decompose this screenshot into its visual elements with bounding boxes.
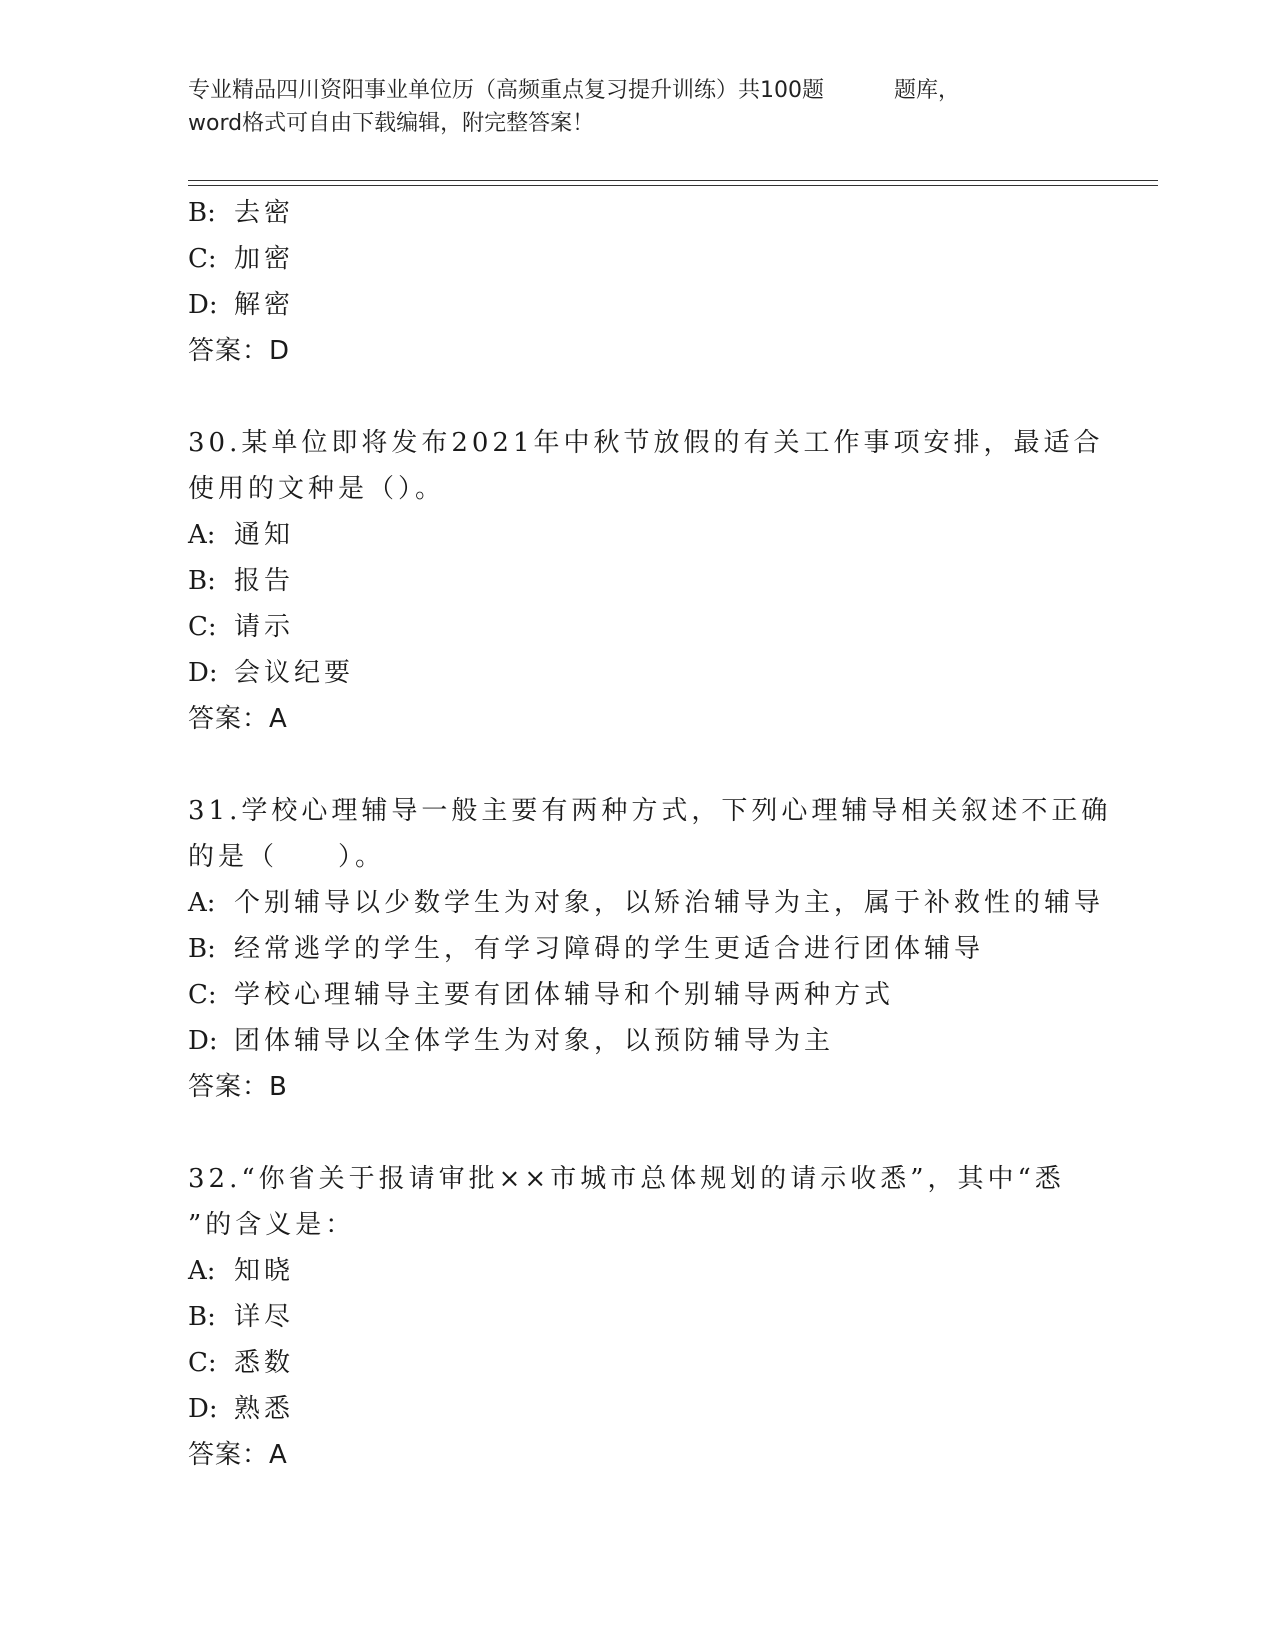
question-stem-line: 的是（ ）。 bbox=[188, 842, 386, 872]
question-32 bbox=[188, 1156, 1088, 1478]
answer-line: 答案：A bbox=[188, 704, 288, 734]
question-stem-line: ”的含义是： bbox=[188, 1210, 356, 1240]
header-rule-top bbox=[188, 180, 1158, 181]
option-b: B: 去密 bbox=[188, 198, 295, 228]
option-d: D: 熟悉 bbox=[188, 1394, 295, 1424]
header-title: 专业精品四川资阳事业单位历（高频重点复习提升训练）共100题 bbox=[188, 78, 824, 103]
option-c: C: 悉数 bbox=[188, 1348, 295, 1378]
option-b: B: 详尽 bbox=[188, 1302, 295, 1332]
option-d: D: 解密 bbox=[188, 290, 295, 320]
answer-line: 答案：B bbox=[188, 1072, 288, 1102]
option-d: D: 团体辅导以全体学生为对象，以预防辅导为主 bbox=[188, 1026, 835, 1056]
document-body bbox=[188, 190, 1112, 1478]
question-stem-line: 32.“你省关于报请审批××市城市总体规划的请示收悉”，其中“悉 bbox=[188, 1164, 1065, 1194]
header-line-1 bbox=[188, 74, 1088, 107]
header-rule-bottom bbox=[188, 185, 1158, 186]
option-c: C: 加密 bbox=[188, 244, 295, 274]
answer-line: 答案：A bbox=[188, 1440, 288, 1470]
option-c: C: 请示 bbox=[188, 612, 295, 642]
question-stem-line: 31.学校心理辅导一般主要有两种方式，下列心理辅导相关叙述不正确 bbox=[188, 796, 1112, 826]
option-a: A: 通知 bbox=[188, 520, 295, 550]
answer-line: 答案：D bbox=[188, 336, 291, 366]
option-a: A: 知晓 bbox=[188, 1256, 295, 1286]
option-b: B: 经常逃学的学生，有学习障碍的学生更适合进行团体辅导 bbox=[188, 934, 985, 964]
option-c: C: 学校心理辅导主要有团体辅导和个别辅导两种方式 bbox=[188, 980, 895, 1010]
header-title-suffix: 题库， bbox=[894, 78, 961, 103]
question-30 bbox=[188, 420, 1104, 742]
question-carryover bbox=[188, 190, 1088, 374]
question-stem-line: 30.某单位即将发布2021年中秋节放假的有关工作事项安排，最适合 bbox=[188, 428, 1104, 458]
question-stem-line: 使用的文种是（）。 bbox=[188, 474, 446, 504]
option-d: D: 会议纪要 bbox=[188, 658, 355, 688]
header-line-2: word格式可自由下载编辑，附完整答案！ bbox=[188, 111, 595, 136]
question-31 bbox=[188, 788, 1112, 1110]
document-header bbox=[188, 74, 1088, 140]
option-a: A: 个别辅导以少数学生为对象，以矫治辅导为主，属于补救性的辅导 bbox=[188, 888, 1105, 918]
option-b: B: 报告 bbox=[188, 566, 295, 596]
